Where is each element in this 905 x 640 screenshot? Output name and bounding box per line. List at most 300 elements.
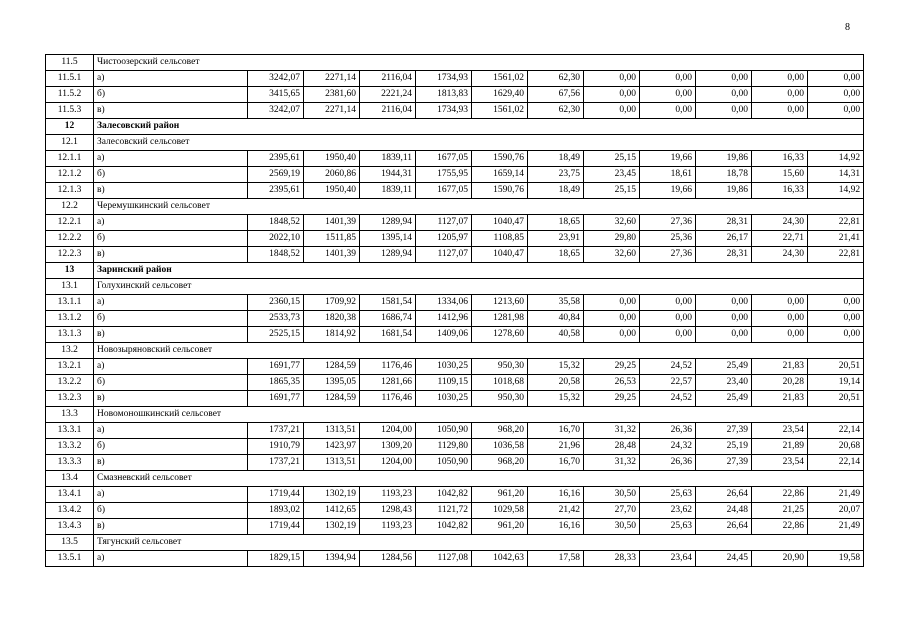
value-cell: 22,81: [808, 215, 864, 231]
row-code: 13.5.1: [46, 551, 94, 567]
value-cell: 1423,97: [304, 439, 360, 455]
row-code: 13.2: [46, 343, 94, 359]
row-label: а): [94, 151, 248, 167]
section-title: Чистоозерский сельсовет: [94, 55, 864, 71]
value-cell: 1839,11: [360, 183, 416, 199]
value-cell: 26,64: [696, 519, 752, 535]
value-cell: 27,70: [584, 503, 640, 519]
value-cell: 1281,98: [472, 311, 528, 327]
section-row: [46, 535, 864, 551]
value-cell: 18,78: [696, 167, 752, 183]
value-cell: 2533,73: [248, 311, 304, 327]
table-row: [46, 103, 864, 119]
row-code: 13.2.1: [46, 359, 94, 375]
value-cell: 25,15: [584, 183, 640, 199]
value-cell: 1302,19: [304, 487, 360, 503]
value-cell: 19,14: [808, 375, 864, 391]
value-cell: 1848,52: [248, 247, 304, 263]
value-cell: 19,66: [640, 183, 696, 199]
value-cell: 1511,85: [304, 231, 360, 247]
section-row: [46, 343, 864, 359]
value-cell: 40,58: [528, 327, 584, 343]
section-title: Черемушкинский сельсовет: [94, 199, 864, 215]
value-cell: 15,60: [752, 167, 808, 183]
value-cell: 29,25: [584, 359, 640, 375]
value-cell: 21,25: [752, 503, 808, 519]
row-code: 11.5.1: [46, 71, 94, 87]
value-cell: 25,19: [696, 439, 752, 455]
value-cell: 1284,56: [360, 551, 416, 567]
value-cell: 1193,23: [360, 519, 416, 535]
value-cell: 1042,82: [416, 519, 472, 535]
value-cell: 2271,14: [304, 103, 360, 119]
value-cell: 1029,58: [472, 503, 528, 519]
value-cell: 21,89: [752, 439, 808, 455]
value-cell: 20,68: [808, 439, 864, 455]
value-cell: 1590,76: [472, 151, 528, 167]
value-cell: 23,54: [752, 423, 808, 439]
value-cell: 25,63: [640, 519, 696, 535]
section-title: Заринский район: [94, 263, 864, 279]
value-cell: 24,30: [752, 215, 808, 231]
row-label: а): [94, 359, 248, 375]
value-cell: 1737,21: [248, 423, 304, 439]
row-code: 13.3.3: [46, 455, 94, 471]
value-cell: 1284,59: [304, 391, 360, 407]
table-row: [46, 231, 864, 247]
value-cell: 1050,90: [416, 455, 472, 471]
value-cell: 0,00: [584, 295, 640, 311]
value-cell: 18,49: [528, 151, 584, 167]
value-cell: 3242,07: [248, 71, 304, 87]
value-cell: 26,53: [584, 375, 640, 391]
value-cell: 23,40: [696, 375, 752, 391]
section-title: Новомоношкинский сельсовет: [94, 407, 864, 423]
row-label: б): [94, 503, 248, 519]
value-cell: 18,65: [528, 215, 584, 231]
section-title: Тягунский сельсовет: [94, 535, 864, 551]
value-cell: 1737,21: [248, 455, 304, 471]
value-cell: 17,58: [528, 551, 584, 567]
value-cell: 0,00: [696, 87, 752, 103]
table-row: [46, 167, 864, 183]
value-cell: 3242,07: [248, 103, 304, 119]
value-cell: 0,00: [584, 103, 640, 119]
table-row: [46, 183, 864, 199]
value-cell: 14,92: [808, 151, 864, 167]
value-cell: 20,90: [752, 551, 808, 567]
row-code: 13.1: [46, 279, 94, 295]
value-cell: 2381,60: [304, 87, 360, 103]
row-code: 12.2.2: [46, 231, 94, 247]
value-cell: 26,64: [696, 487, 752, 503]
value-cell: 27,36: [640, 247, 696, 263]
row-label: в): [94, 455, 248, 471]
value-cell: 1289,94: [360, 215, 416, 231]
row-code: 11.5.2: [46, 87, 94, 103]
table-row: [46, 71, 864, 87]
row-code: 12.1: [46, 135, 94, 151]
value-cell: 24,52: [640, 391, 696, 407]
value-cell: 1691,77: [248, 391, 304, 407]
row-code: 13.4.1: [46, 487, 94, 503]
value-cell: 0,00: [808, 311, 864, 327]
value-cell: 1050,90: [416, 423, 472, 439]
value-cell: 1309,20: [360, 439, 416, 455]
value-cell: 26,17: [696, 231, 752, 247]
row-label: а): [94, 71, 248, 87]
value-cell: 1681,54: [360, 327, 416, 343]
value-cell: 0,00: [640, 87, 696, 103]
row-code: 13.1.3: [46, 327, 94, 343]
table-row: [46, 375, 864, 391]
section-row: [46, 55, 864, 71]
value-cell: 1176,46: [360, 359, 416, 375]
value-cell: 23,75: [528, 167, 584, 183]
value-cell: 16,70: [528, 455, 584, 471]
value-cell: 1686,74: [360, 311, 416, 327]
value-cell: 1108,85: [472, 231, 528, 247]
section-title: Залесовский район: [94, 119, 864, 135]
value-cell: 2022,10: [248, 231, 304, 247]
value-cell: 1734,93: [416, 103, 472, 119]
value-cell: 0,00: [696, 71, 752, 87]
value-cell: 1561,02: [472, 71, 528, 87]
value-cell: 19,86: [696, 151, 752, 167]
value-cell: 1839,11: [360, 151, 416, 167]
table-row: [46, 391, 864, 407]
value-cell: 1121,72: [416, 503, 472, 519]
row-label: б): [94, 311, 248, 327]
table-row: [46, 87, 864, 103]
value-cell: 32,60: [584, 247, 640, 263]
value-cell: 0,00: [584, 71, 640, 87]
value-cell: 1030,25: [416, 359, 472, 375]
value-cell: 1313,51: [304, 423, 360, 439]
section-title: Залесовский сельсовет: [94, 135, 864, 151]
value-cell: 1848,52: [248, 215, 304, 231]
value-cell: 20,51: [808, 391, 864, 407]
value-cell: 1205,97: [416, 231, 472, 247]
value-cell: 25,63: [640, 487, 696, 503]
row-code: 13.3: [46, 407, 94, 423]
value-cell: 0,00: [696, 311, 752, 327]
row-label: а): [94, 551, 248, 567]
row-code: 13.1.1: [46, 295, 94, 311]
value-cell: 1042,82: [416, 487, 472, 503]
value-cell: 1734,93: [416, 71, 472, 87]
tariff-table: [45, 54, 864, 567]
value-cell: 18,49: [528, 183, 584, 199]
value-cell: 1829,15: [248, 551, 304, 567]
section-row: [46, 119, 864, 135]
value-cell: 1950,40: [304, 151, 360, 167]
value-cell: 1127,07: [416, 247, 472, 263]
table-row: [46, 551, 864, 567]
value-cell: 1334,06: [416, 295, 472, 311]
table-row: [46, 455, 864, 471]
row-code: 13.4: [46, 471, 94, 487]
table-row: [46, 439, 864, 455]
value-cell: 24,45: [696, 551, 752, 567]
section-row: [46, 135, 864, 151]
table-row: [46, 295, 864, 311]
value-cell: 1395,05: [304, 375, 360, 391]
value-cell: 1036,58: [472, 439, 528, 455]
value-cell: 0,00: [696, 103, 752, 119]
row-code: 11.5.3: [46, 103, 94, 119]
row-label: в): [94, 247, 248, 263]
section-row: [46, 471, 864, 487]
value-cell: 0,00: [640, 103, 696, 119]
row-label: б): [94, 87, 248, 103]
value-cell: 0,00: [808, 327, 864, 343]
value-cell: 25,36: [640, 231, 696, 247]
value-cell: 28,31: [696, 215, 752, 231]
value-cell: 15,32: [528, 391, 584, 407]
value-cell: 1302,19: [304, 519, 360, 535]
value-cell: 32,60: [584, 215, 640, 231]
value-cell: 1944,31: [360, 167, 416, 183]
row-label: в): [94, 183, 248, 199]
row-code: 12.1.3: [46, 183, 94, 199]
value-cell: 14,31: [808, 167, 864, 183]
value-cell: 24,48: [696, 503, 752, 519]
value-cell: 23,62: [640, 503, 696, 519]
value-cell: 1127,08: [416, 551, 472, 567]
row-code: 12.1.1: [46, 151, 94, 167]
table-row: [46, 311, 864, 327]
value-cell: 0,00: [584, 311, 640, 327]
value-cell: 1719,44: [248, 487, 304, 503]
value-cell: 20,58: [528, 375, 584, 391]
row-label: б): [94, 231, 248, 247]
row-label: в): [94, 391, 248, 407]
value-cell: 1412,96: [416, 311, 472, 327]
value-cell: 22,14: [808, 455, 864, 471]
value-cell: 26,36: [640, 423, 696, 439]
row-code: 11.5: [46, 55, 94, 71]
value-cell: 0,00: [752, 311, 808, 327]
value-cell: 1659,14: [472, 167, 528, 183]
value-cell: 1127,07: [416, 215, 472, 231]
value-cell: 67,56: [528, 87, 584, 103]
value-cell: 21,41: [808, 231, 864, 247]
value-cell: 1313,51: [304, 455, 360, 471]
value-cell: 0,00: [640, 311, 696, 327]
value-cell: 2360,15: [248, 295, 304, 311]
value-cell: 18,65: [528, 247, 584, 263]
value-cell: 31,32: [584, 423, 640, 439]
value-cell: 1289,94: [360, 247, 416, 263]
value-cell: 23,91: [528, 231, 584, 247]
value-cell: 1409,06: [416, 327, 472, 343]
value-cell: 968,20: [472, 455, 528, 471]
value-cell: 1755,95: [416, 167, 472, 183]
value-cell: 20,28: [752, 375, 808, 391]
section-row: [46, 199, 864, 215]
row-code: 12.2.1: [46, 215, 94, 231]
value-cell: 1814,92: [304, 327, 360, 343]
value-cell: 0,00: [640, 295, 696, 311]
page-number: 8: [845, 22, 850, 33]
value-cell: 0,00: [808, 71, 864, 87]
value-cell: 62,30: [528, 71, 584, 87]
value-cell: 1677,05: [416, 151, 472, 167]
section-row: [46, 407, 864, 423]
value-cell: 1394,94: [304, 551, 360, 567]
value-cell: 1109,15: [416, 375, 472, 391]
row-code: 13.4.3: [46, 519, 94, 535]
row-code: 12.1.2: [46, 167, 94, 183]
value-cell: 1893,02: [248, 503, 304, 519]
value-cell: 2395,61: [248, 183, 304, 199]
value-cell: 30,50: [584, 519, 640, 535]
value-cell: 1040,47: [472, 215, 528, 231]
value-cell: 0,00: [640, 327, 696, 343]
value-cell: 40,84: [528, 311, 584, 327]
value-cell: 3415,65: [248, 87, 304, 103]
value-cell: 1401,39: [304, 215, 360, 231]
table-row: [46, 487, 864, 503]
value-cell: 0,00: [752, 71, 808, 87]
section-title: Новозыряновский сельсовет: [94, 343, 864, 359]
value-cell: 28,31: [696, 247, 752, 263]
table-row: [46, 327, 864, 343]
table-row: [46, 151, 864, 167]
value-cell: 0,00: [752, 327, 808, 343]
value-cell: 23,45: [584, 167, 640, 183]
value-cell: 14,92: [808, 183, 864, 199]
value-cell: 1813,83: [416, 87, 472, 103]
value-cell: 1213,60: [472, 295, 528, 311]
row-code: 13.1.2: [46, 311, 94, 327]
value-cell: 1590,76: [472, 183, 528, 199]
value-cell: 27,39: [696, 423, 752, 439]
value-cell: 1910,79: [248, 439, 304, 455]
value-cell: 1820,38: [304, 311, 360, 327]
section-row: [46, 279, 864, 295]
row-code: 12.2: [46, 199, 94, 215]
value-cell: 1629,40: [472, 87, 528, 103]
value-cell: 968,20: [472, 423, 528, 439]
value-cell: 21,83: [752, 391, 808, 407]
table-row: [46, 519, 864, 535]
value-cell: 0,00: [640, 71, 696, 87]
value-cell: 961,20: [472, 487, 528, 503]
value-cell: 1561,02: [472, 103, 528, 119]
value-cell: 0,00: [696, 327, 752, 343]
row-label: б): [94, 167, 248, 183]
value-cell: 1176,46: [360, 391, 416, 407]
value-cell: 29,80: [584, 231, 640, 247]
row-label: в): [94, 327, 248, 343]
value-cell: 1204,00: [360, 423, 416, 439]
value-cell: 16,70: [528, 423, 584, 439]
value-cell: 25,15: [584, 151, 640, 167]
value-cell: 2395,61: [248, 151, 304, 167]
value-cell: 22,57: [640, 375, 696, 391]
value-cell: 1677,05: [416, 183, 472, 199]
value-cell: 0,00: [752, 87, 808, 103]
section-title: Смазневский сельсовет: [94, 471, 864, 487]
value-cell: 24,32: [640, 439, 696, 455]
row-code: 13.2.2: [46, 375, 94, 391]
value-cell: 0,00: [584, 87, 640, 103]
value-cell: 21,83: [752, 359, 808, 375]
value-cell: 22,86: [752, 519, 808, 535]
value-cell: 2271,14: [304, 71, 360, 87]
value-cell: 1129,80: [416, 439, 472, 455]
value-cell: 950,30: [472, 391, 528, 407]
section-row: [46, 263, 864, 279]
value-cell: 1284,59: [304, 359, 360, 375]
value-cell: 1412,65: [304, 503, 360, 519]
value-cell: 22,86: [752, 487, 808, 503]
value-cell: 1401,39: [304, 247, 360, 263]
value-cell: 19,58: [808, 551, 864, 567]
value-cell: 15,32: [528, 359, 584, 375]
value-cell: 25,49: [696, 391, 752, 407]
row-label: а): [94, 215, 248, 231]
value-cell: 22,14: [808, 423, 864, 439]
value-cell: 950,30: [472, 359, 528, 375]
row-code: 13.2.3: [46, 391, 94, 407]
value-cell: 1042,63: [472, 551, 528, 567]
row-code: 13.3.2: [46, 439, 94, 455]
row-code: 13.4.2: [46, 503, 94, 519]
table-row: [46, 215, 864, 231]
value-cell: 0,00: [752, 295, 808, 311]
row-label: в): [94, 519, 248, 535]
value-cell: 28,48: [584, 439, 640, 455]
value-cell: 18,61: [640, 167, 696, 183]
value-cell: 1204,00: [360, 455, 416, 471]
value-cell: 24,30: [752, 247, 808, 263]
value-cell: 28,33: [584, 551, 640, 567]
value-cell: 24,52: [640, 359, 696, 375]
row-label: б): [94, 375, 248, 391]
value-cell: 1281,66: [360, 375, 416, 391]
value-cell: 1040,47: [472, 247, 528, 263]
value-cell: 27,36: [640, 215, 696, 231]
value-cell: 27,39: [696, 455, 752, 471]
value-cell: 1018,68: [472, 375, 528, 391]
value-cell: 22,71: [752, 231, 808, 247]
value-cell: 1278,60: [472, 327, 528, 343]
value-cell: 23,54: [752, 455, 808, 471]
table-row: [46, 423, 864, 439]
value-cell: 1865,35: [248, 375, 304, 391]
value-cell: 20,51: [808, 359, 864, 375]
value-cell: 0,00: [584, 327, 640, 343]
value-cell: 20,07: [808, 503, 864, 519]
table-body: [46, 55, 864, 567]
value-cell: 1298,43: [360, 503, 416, 519]
value-cell: 26,36: [640, 455, 696, 471]
value-cell: 19,66: [640, 151, 696, 167]
value-cell: 16,33: [752, 151, 808, 167]
value-cell: 1709,92: [304, 295, 360, 311]
value-cell: 2525,15: [248, 327, 304, 343]
value-cell: 21,42: [528, 503, 584, 519]
value-cell: 2060,86: [304, 167, 360, 183]
value-cell: 30,50: [584, 487, 640, 503]
value-cell: 1193,23: [360, 487, 416, 503]
value-cell: 2569,19: [248, 167, 304, 183]
row-code: 13.5: [46, 535, 94, 551]
value-cell: 19,86: [696, 183, 752, 199]
